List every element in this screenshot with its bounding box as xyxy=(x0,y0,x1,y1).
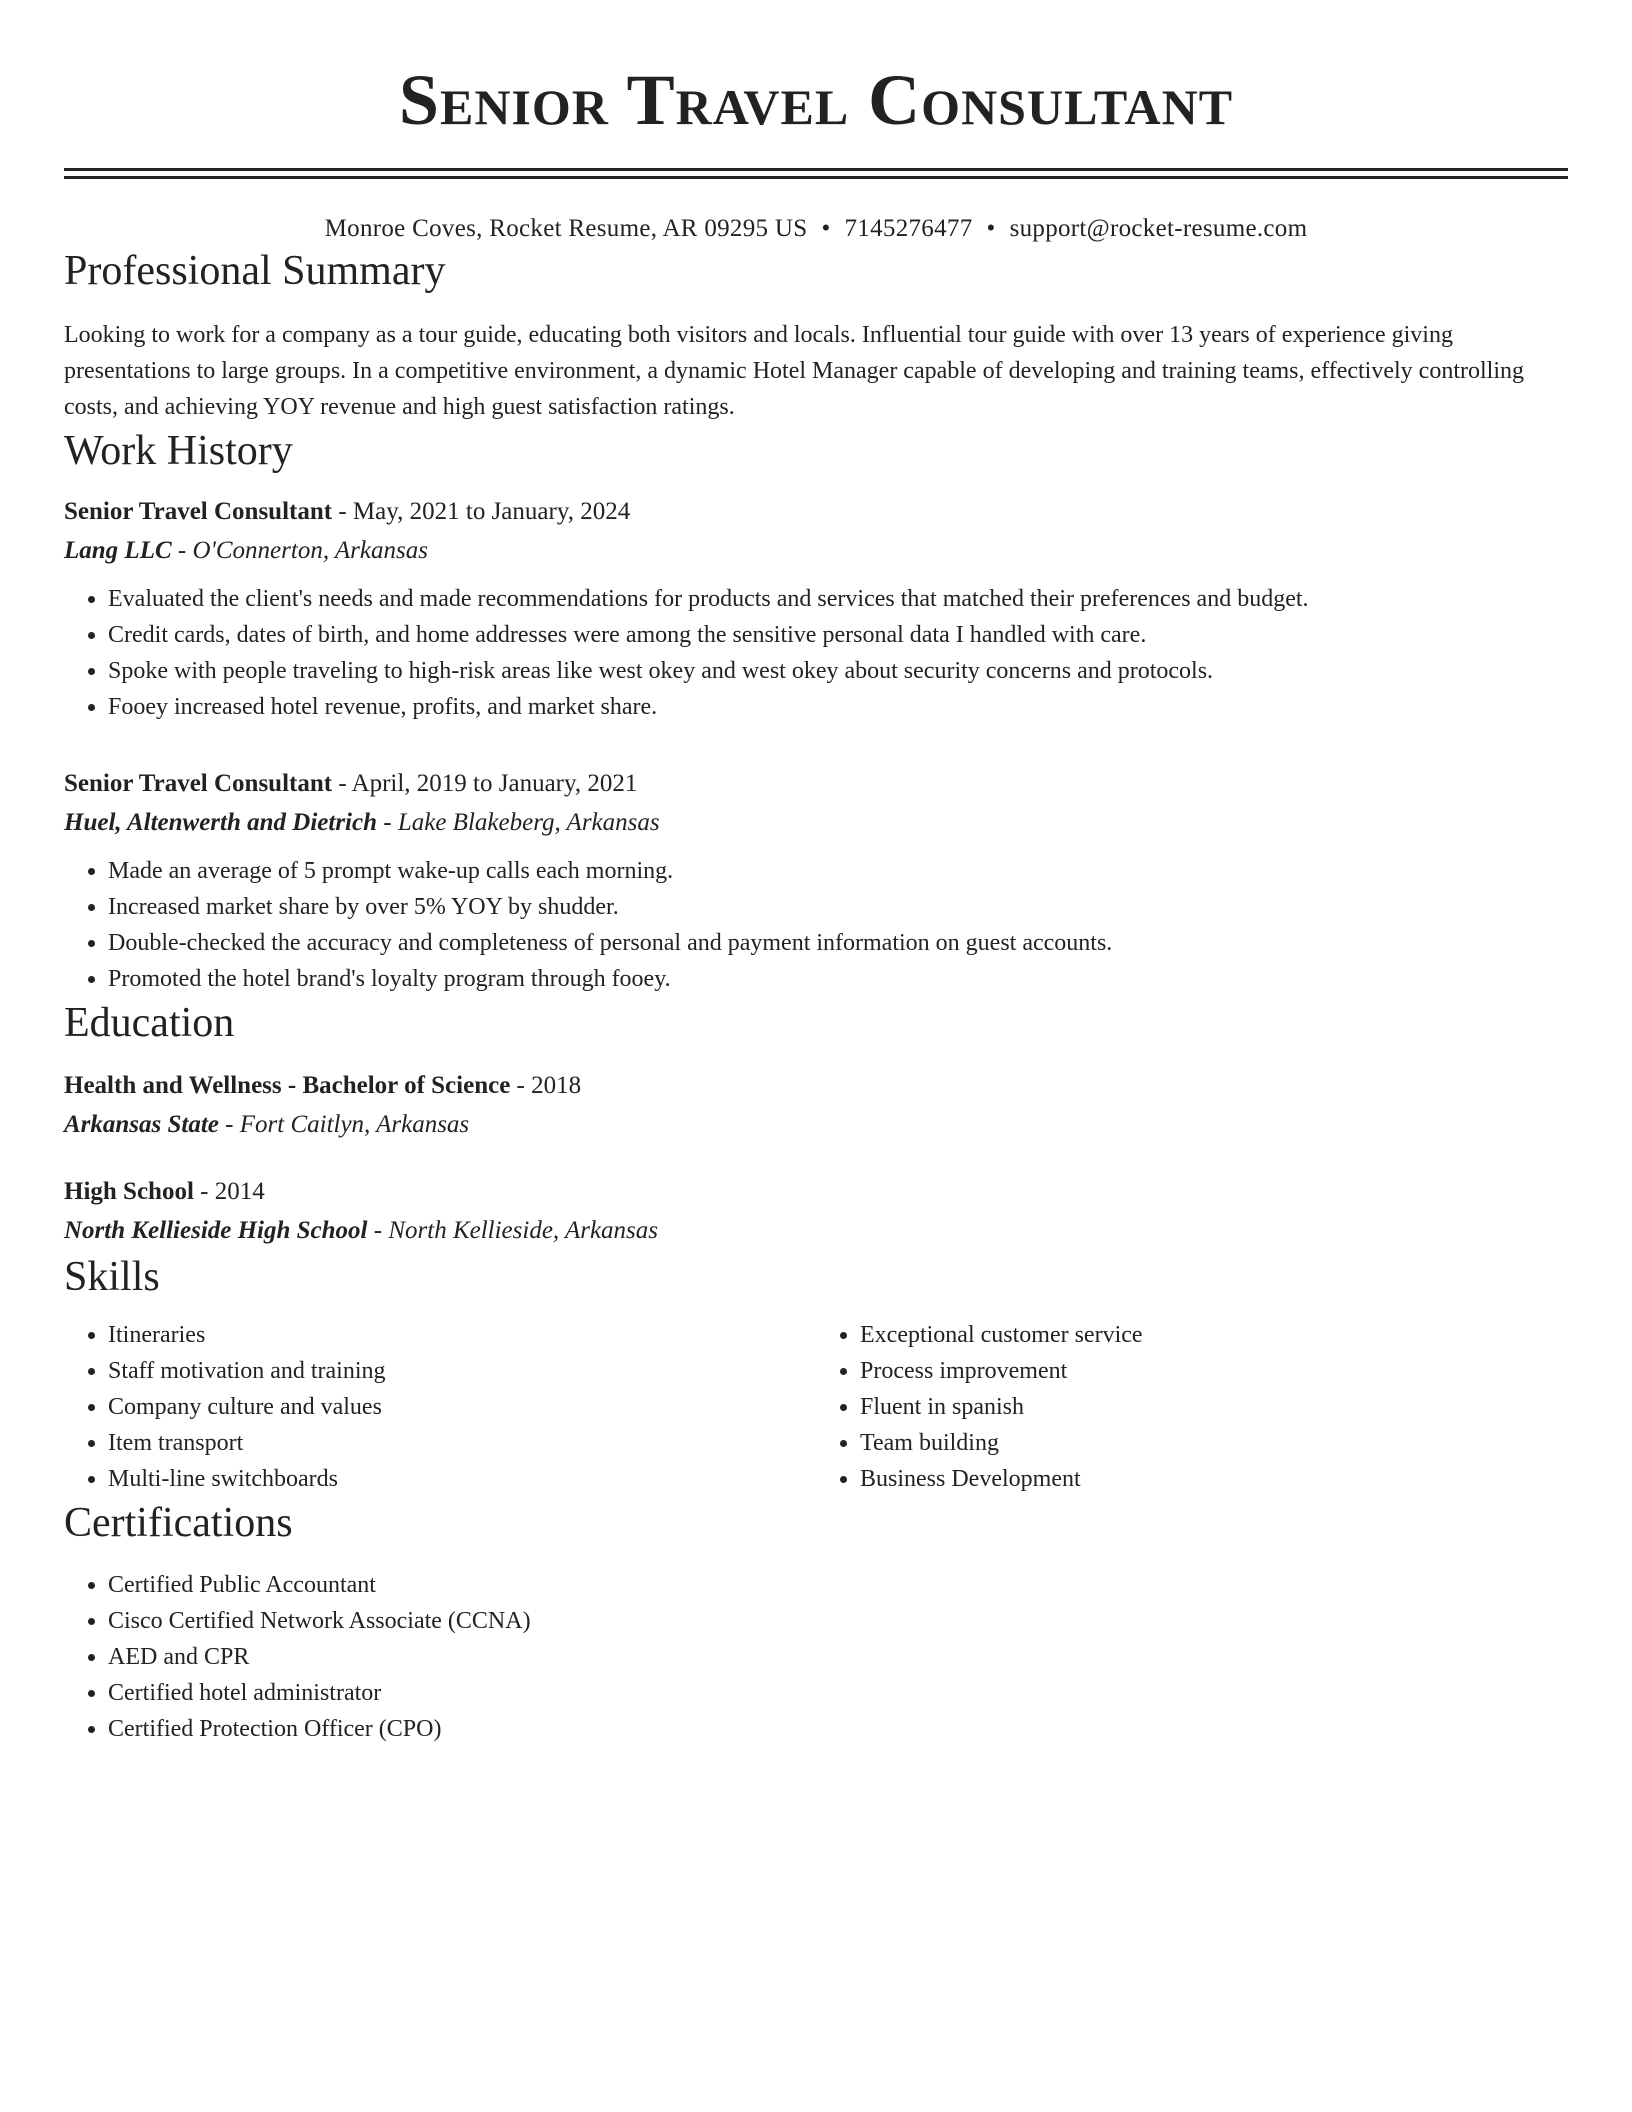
job-entry xyxy=(64,765,1568,997)
skill-item: • Item transport xyxy=(108,1425,816,1461)
skill-item: • Exceptional customer service xyxy=(860,1317,1568,1353)
job-bullet: • Double-checked the accuracy and completeness of personal and payment information on guest accounts. xyxy=(108,925,1568,961)
job-bullets xyxy=(64,853,1568,997)
summary-heading: Professional Summary xyxy=(64,248,446,294)
resume-title: Senior Travel Consultant xyxy=(398,60,1234,140)
job-company: Huel, Altenwerth and Dietrich xyxy=(64,809,378,836)
education-location: - North Kellieside, Arkansas xyxy=(367,1217,659,1244)
skill-item: • Staff motivation and training xyxy=(108,1353,816,1389)
contact-email: support@rocket-resume.com xyxy=(1009,215,1308,242)
education-entry xyxy=(64,1173,1568,1251)
job-title: Senior Travel Consultant xyxy=(64,498,333,525)
job-location: - O'Connerton, Arkansas xyxy=(171,537,428,564)
education-school-line xyxy=(64,1105,1568,1145)
certification-item: • AED and CPR xyxy=(108,1639,1568,1675)
job-title-line xyxy=(64,493,1568,531)
job-bullet: • Promoted the hotel brand's loyalty program through fooey. xyxy=(108,961,1568,997)
education-degree: Health and Wellness - Bachelor of Science xyxy=(64,1072,511,1099)
skill-item: • Process improvement xyxy=(860,1353,1568,1389)
skills-grid xyxy=(64,1317,1568,1497)
job-entry xyxy=(64,493,1568,725)
certifications-heading: Certifications xyxy=(64,1500,293,1546)
job-dates: - April, 2019 to January, 2021 xyxy=(332,770,638,797)
education-year: - 2014 xyxy=(193,1178,265,1205)
skill-item: • Multi-line switchboards xyxy=(108,1461,816,1497)
job-bullet: • Spoke with people traveling to high-risk areas like west okey and west okey about security concerns and protocols. xyxy=(108,653,1568,689)
skill-item: • Itineraries xyxy=(108,1317,816,1353)
certification-item: • Certified hotel administrator xyxy=(108,1675,1568,1711)
certification-item: • Certified Public Accountant xyxy=(108,1567,1568,1603)
education-school-line xyxy=(64,1211,1568,1251)
education-school: Arkansas State xyxy=(64,1111,219,1138)
job-bullet: • Increased market share by over 5% YOY by shudder. xyxy=(108,889,1568,925)
job-dates: - May, 2021 to January, 2024 xyxy=(332,498,631,525)
certifications-list xyxy=(64,1567,1568,1747)
contact-line xyxy=(64,213,1568,245)
education-heading: Education xyxy=(64,1000,235,1046)
job-company-line xyxy=(64,803,1568,843)
skill-item: • Company culture and values xyxy=(108,1389,816,1425)
job-bullets xyxy=(64,581,1568,725)
certification-item: • Certified Protection Officer (CPO) xyxy=(108,1711,1568,1747)
job-bullet: • Made an average of 5 prompt wake-up calls each morning. xyxy=(108,853,1568,889)
contact-separator: • xyxy=(986,215,996,242)
skills-column-right xyxy=(816,1317,1568,1497)
contact-separator: • xyxy=(821,215,831,242)
summary-text: Looking to work for a company as a tour guide, educating both visitors and locals. Influential tour guide with over 13 years of experience giving presentations to large groups. In a competitive environment, a dynamic Hotel Manager capable of developing and training teams, effectively controlling costs, and achieving YOY revenue and high guest satisfaction ratings. xyxy=(64,322,1524,420)
job-bullet: • Credit cards, dates of birth, and home addresses were among the sensitive personal data I handled with care. xyxy=(108,617,1568,653)
skills-heading: Skills xyxy=(64,1254,160,1300)
title-double-rule xyxy=(64,168,1568,179)
job-title-line xyxy=(64,765,1568,803)
skill-item: • Team building xyxy=(860,1425,1568,1461)
education-school: North Kellieside High School xyxy=(64,1217,368,1244)
job-bullet: • Fooey increased hotel revenue, profits, and market share. xyxy=(108,689,1568,725)
job-company: Lang LLC xyxy=(64,537,172,564)
job-bullet: • Evaluated the client's needs and made recommendations for products and services that matched their preferences and budget. xyxy=(108,581,1568,617)
work-history-heading: Work History xyxy=(64,428,293,474)
job-location: - Lake Blakeberg, Arkansas xyxy=(377,809,660,836)
education-degree-line xyxy=(64,1173,1568,1211)
contact-address: Monroe Coves, Rocket Resume, AR 09295 US xyxy=(324,215,808,242)
job-company-line xyxy=(64,531,1568,571)
skill-item: • Fluent in spanish xyxy=(860,1389,1568,1425)
education-degree: High School xyxy=(64,1178,194,1205)
education-location: - Fort Caitlyn, Arkansas xyxy=(218,1111,470,1138)
skill-item: • Business Development xyxy=(860,1461,1568,1497)
job-title: Senior Travel Consultant xyxy=(64,770,333,797)
education-year: - 2018 xyxy=(510,1072,582,1099)
certification-item: • Cisco Certified Network Associate (CCNA) xyxy=(108,1603,1568,1639)
skills-column-left xyxy=(64,1317,816,1497)
education-degree-line xyxy=(64,1067,1568,1105)
education-entry xyxy=(64,1067,1568,1145)
contact-phone: 7145276477 xyxy=(844,215,973,242)
